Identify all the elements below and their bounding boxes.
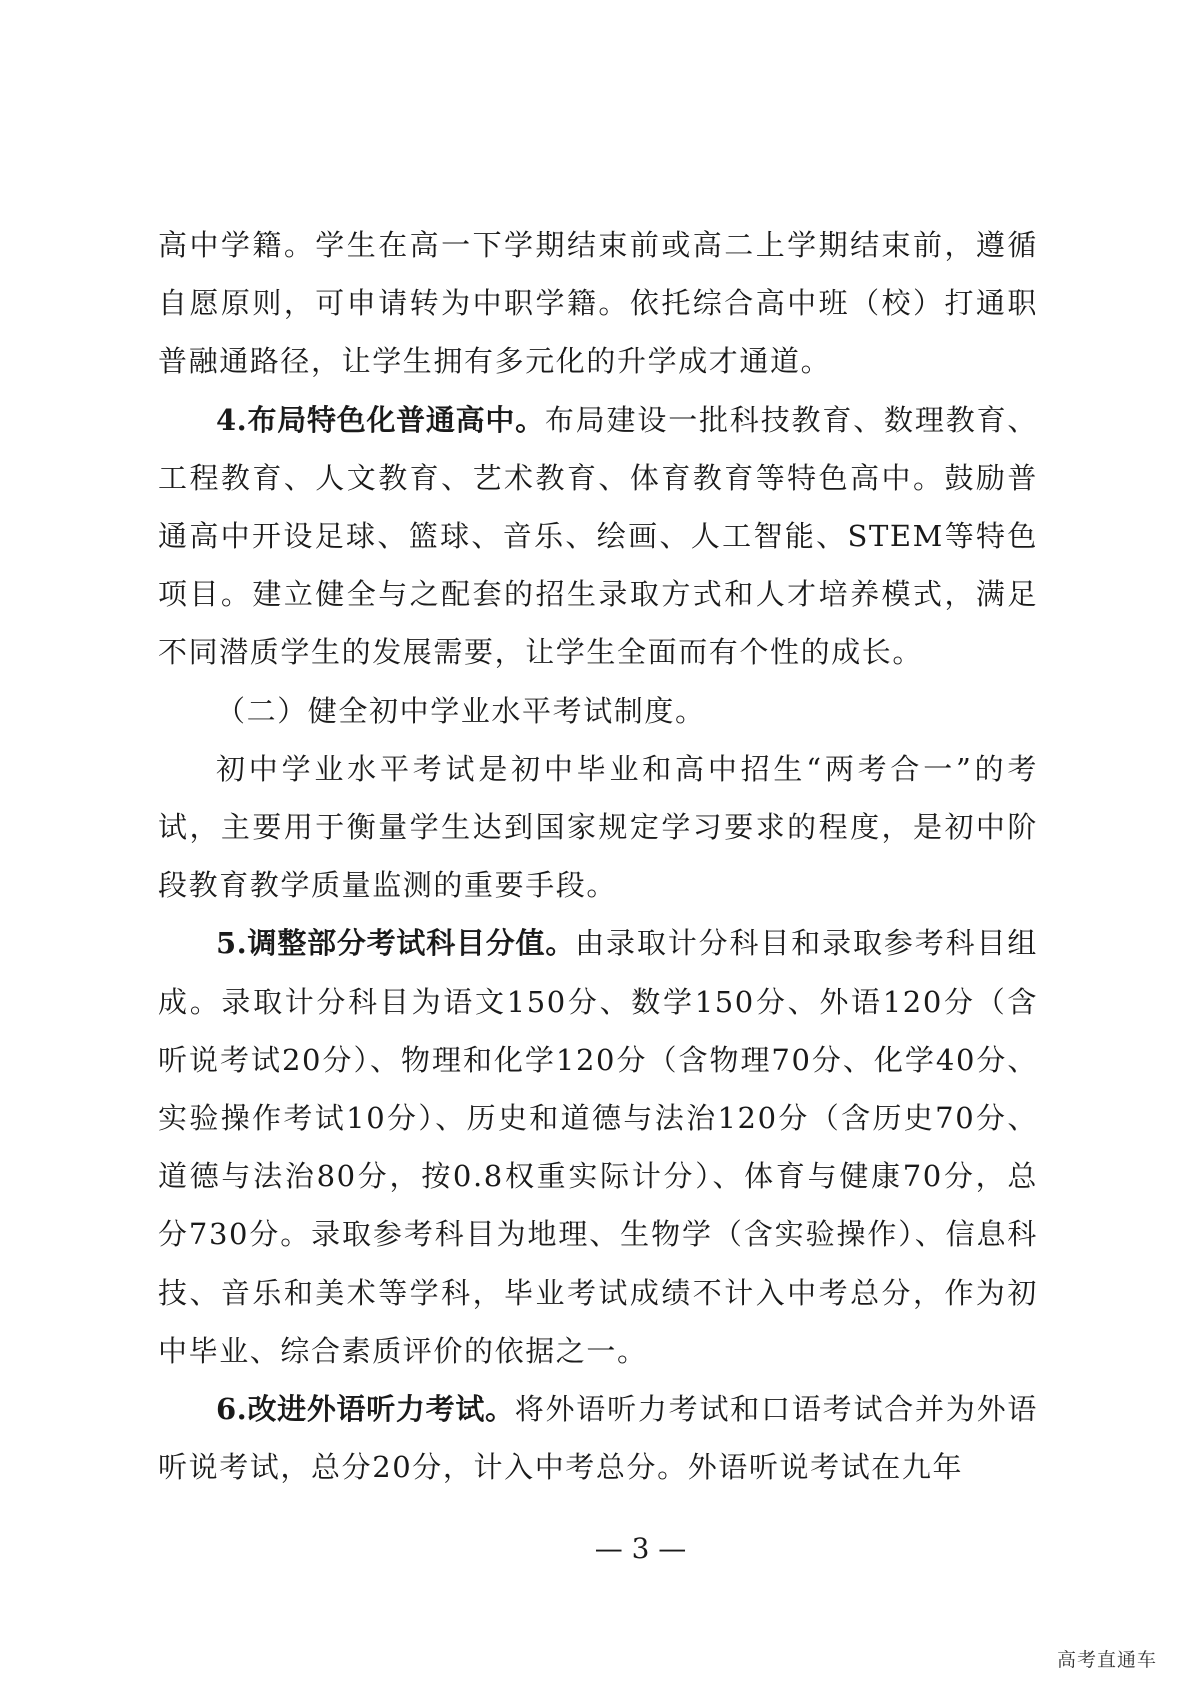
page-number: — 3 — <box>594 1532 687 1565</box>
paragraph-continuation <box>158 216 1038 391</box>
section-heading <box>158 682 1038 740</box>
watermark-text: 高考直通车 <box>1056 1649 1157 1671</box>
paragraph-text: 由录取计分科目和录取参考科目组成。录取计分科目为语文150分、数学150分、外语120分（含听说考试20分）、物理和化学120分（含物理70分、化学40分、实验操作考试10分）、历史和道德与法治120分（含历史70分、道德与法治80分，按0.8权重实际计分）、体育与健康70分，总分730分。录取参考科目为地理、生物学（含实验操作）、信息科技、音乐和美术等学科，毕业考试成绩不计入中考总分，作为初中毕业、综合素质评价的依据之一。 <box>158 926 1038 1368</box>
item-heading: 4.布局特色化普通高中。 <box>216 402 545 437</box>
item-heading: 5.调整部分考试科目分值。 <box>216 926 576 961</box>
document-body <box>158 216 1038 1496</box>
paragraph-intro <box>158 740 1038 915</box>
section-heading-text: （二）健全初中学业水平考试制度。 <box>216 693 706 728</box>
paragraph-text: 将外语听力考试和口语考试合并为外语听说考试，总分20分，计入中考总分。外语听说考试在九年 <box>158 1392 1039 1485</box>
paragraph-item-6 <box>158 1380 1038 1496</box>
paragraph-text: 高中学籍。学生在高一下学期结束前或高二上学期结束前，遵循自愿原则，可申请转为中职学籍。依托综合高中班（校）打通职普融通路径，让学生拥有多元化的升学成才通道。 <box>158 228 1038 379</box>
paragraph-text: 布局建设一批科技教育、数理教育、工程教育、人文教育、艺术教育、体育教育等特色高中。鼓励普通高中开设足球、篮球、音乐、绘画、人工智能、STEM等特色项目。建立健全与之配套的招生录取方式和人才培养模式，满足不同潜质学生的发展需要，让学生全面而有个性的成长。 <box>158 402 1039 670</box>
paragraph-item-5 <box>158 914 1038 1380</box>
item-heading: 6.改进外语听力考试。 <box>216 1392 515 1427</box>
paragraph-text: 初中学业水平考试是初中毕业和高中招生“两考合一”的考试，主要用于衡量学生达到国家规定学习要求的程度，是初中阶段教育教学质量监测的重要手段。 <box>158 751 1038 903</box>
paragraph-item-4 <box>158 391 1038 682</box>
